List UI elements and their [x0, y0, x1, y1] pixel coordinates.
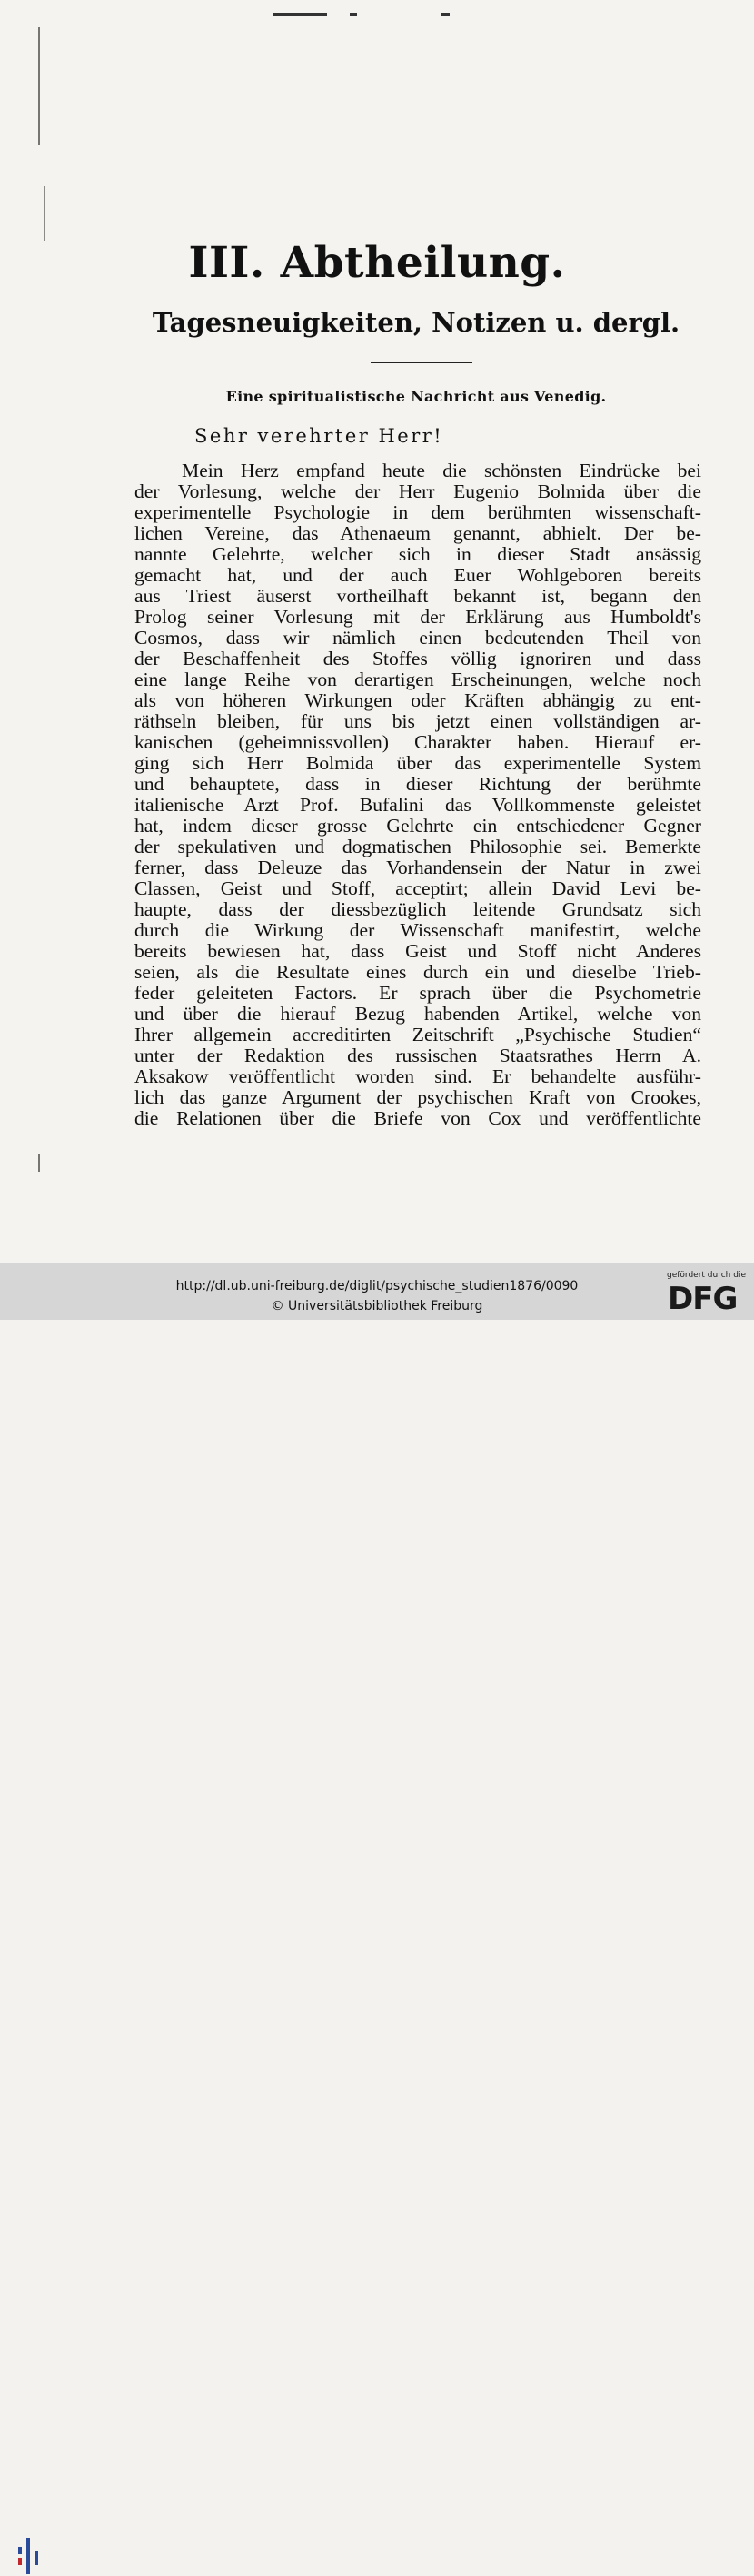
text-line: Mein Herz empfand heute die schönsten Eindrücke bei [182, 460, 701, 481]
text-line: aus Triest äuserst vortheilhaft bekannt ist, begann den [134, 585, 701, 607]
page-subtitle: Tagesneuigkeiten, Notizen u. dergl. [152, 307, 680, 338]
text-line: der spekulativen und dogmatischen Philosophie sei. Bemerkte [134, 836, 701, 857]
text-line: lich das ganze Argument der psychischen Kraft von Crookes, [134, 1086, 701, 1108]
text-line: Aksakow veröffentlicht worden sind. Er behandelte ausführ- [134, 1065, 701, 1087]
text-line: Cosmos, dass wir nämlich einen bedeutenden Theil von [134, 627, 701, 649]
text-line: Ihrer allgemein accreditirten Zeitschrift „Psychische Studien“ [134, 1024, 701, 1045]
text-line: bereits bewiesen hat, dass Geist und Stoff nicht Anderes [134, 940, 701, 962]
article-body [134, 461, 701, 1129]
funding-note: gefördert durch die [667, 1271, 746, 1280]
text-line: Classen, Geist und Stoff, acceptirt; allein David Levi be- [134, 877, 701, 899]
text-line: haupte, dass der diessbezüglich leitende Grundsatz sich [134, 898, 701, 920]
dfg-logo: DFG [668, 1281, 738, 1317]
page-title: III. Abtheilung. [188, 238, 566, 288]
text-line: experimentelle Psychologie in dem berühmten wissenschaft- [134, 501, 701, 523]
text-line: ging sich Herr Bolmida über das experimentelle System [134, 752, 701, 774]
text-line: der Vorlesung, welche der Herr Eugenio Bolmida über die [134, 481, 701, 502]
scan-artifact [273, 13, 327, 16]
text-line: italienische Arzt Prof. Bufalini das Vollkommenste geleistet [134, 794, 701, 816]
text-line: die Relationen über die Briefe von Cox und veröffentlichte [134, 1107, 701, 1129]
text-line: und behauptete, dass in dieser Richtung der berühmte [134, 773, 701, 795]
text-line: eine lange Reihe von derartigen Erscheinungen, welche noch [134, 669, 701, 690]
text-line: nannte Gelehrte, welcher sich in dieser Stadt ansässig [134, 543, 701, 565]
text-line: gemacht hat, und der auch Euer Wohlgeboren bereits [134, 564, 701, 586]
document-url-link[interactable]: http://dl.ub.uni-freiburg.de/diglit/psychische_studien1876/0090 [175, 1279, 579, 1293]
text-line: durch die Wirkung der Wissenschaft manifestirt, welche [134, 919, 701, 941]
divider [371, 362, 472, 363]
text-line: unter der Redaktion des russischen Staatsrathes Herrn A. [134, 1045, 701, 1066]
text-line: ferner, dass Deleuze das Vorhandensein der Natur in zwei [134, 857, 701, 878]
scanned-page [0, 0, 754, 1263]
text-line: feder geleiteten Factors. Er sprach über die Psychometrie [134, 982, 701, 1004]
scan-artifact [350, 13, 357, 16]
text-line: lichen Vereine, das Athenaeum genannt, abhielt. Der be- [134, 522, 701, 544]
margin-bleed [44, 186, 45, 241]
text-line: als von höheren Wirkungen oder Kräften abhängig zu ent- [134, 689, 701, 711]
text-line: und über die hierauf Bezug habenden Artikel, welche von [134, 1003, 701, 1025]
salutation: Sehr verehrter Herr! [194, 425, 444, 447]
text-line: hat, indem dieser grosse Gelehrte ein entschiedener Gegner [134, 815, 701, 837]
text-line: Prolog seiner Vorlesung mit der Erklärung aus Humboldt's [134, 606, 701, 628]
text-line: seien, als die Resultate eines durch ein und dieselbe Trieb- [134, 961, 701, 983]
copyright-text: © Universitätsbibliothek Freiburg [271, 1299, 483, 1313]
text-line: der Beschaffenheit des Stoffes völlig ignoriren und dass [134, 648, 701, 669]
margin-bleed [38, 1154, 40, 1172]
margin-bleed [38, 27, 40, 145]
ub-logo-icon [13, 2536, 44, 2576]
text-line: räthseln bleiben, für uns bis jetzt einen vollständigen ar- [134, 710, 701, 732]
article-title: Eine spiritualistische Nachricht aus Venedig. [225, 388, 607, 405]
scan-artifact [441, 13, 450, 16]
text-line: kanischen (geheimnissvollen) Charakter haben. Hierauf er- [134, 731, 701, 753]
